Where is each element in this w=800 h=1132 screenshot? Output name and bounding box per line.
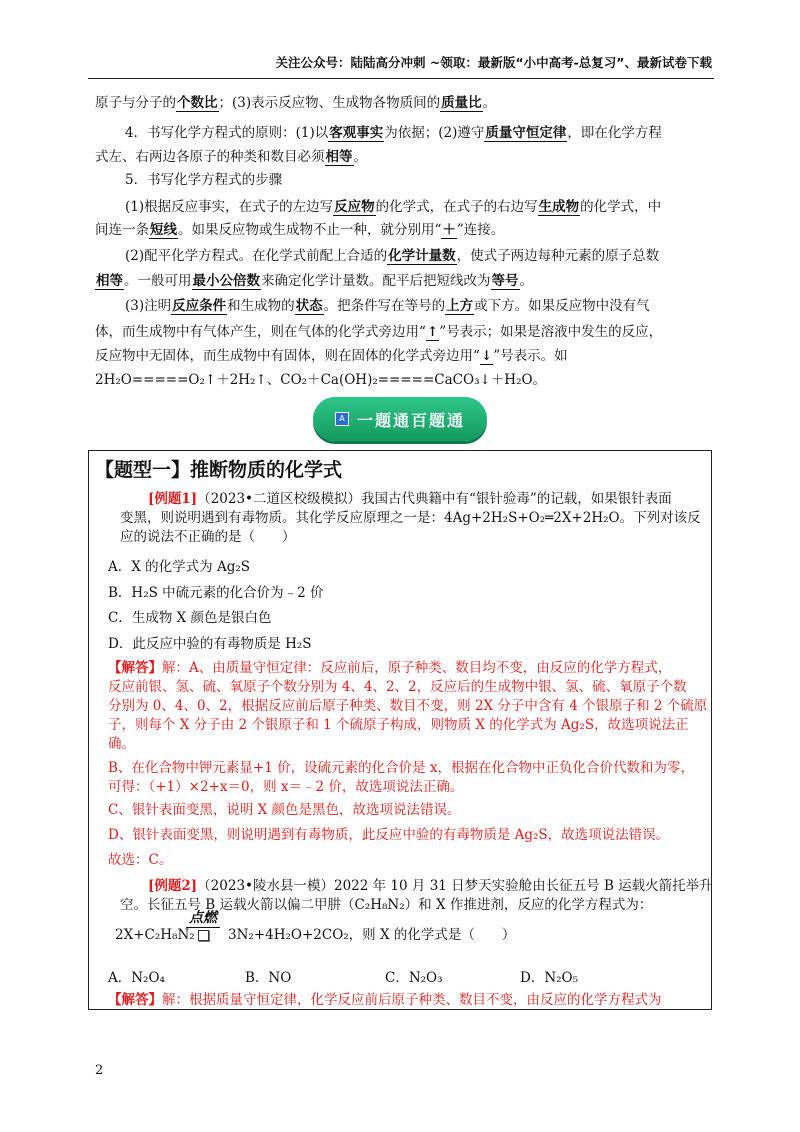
ex1-option-b[interactable]: B．H₂S 中硫元素的化合价为﹣2 价 [108, 585, 324, 601]
ans1-line-5: 确。 [108, 736, 135, 752]
blank-12: 最小公倍数 [192, 273, 260, 289]
blank-13: 等号 [491, 273, 519, 289]
blank-15: 状态 [295, 298, 323, 314]
blank-17: ↑ [426, 324, 439, 340]
blank-2: 质量比 [441, 95, 482, 111]
blank-6: 反应物 [334, 199, 375, 215]
blank-9: ＋ [442, 222, 456, 238]
topic-banner [313, 397, 487, 441]
ex1-line-2: 变黑，则说明遇到有毒物质。其化学反应原理之一是：4Ag+2H₂S+O₂═2X+2H₂O。下列对该反 [120, 510, 701, 526]
intro-line-6: 间连一条短线。如果反应物或生成物不止一种，就分别用“＋”连接。 [95, 222, 505, 238]
ex2-eq-left: 2X+C₂H₈N₂ [115, 927, 195, 943]
intro-line-9: (3)注明反应条件和生成物的状态。把条件写在等号的上方或下方。如果反应物中没有气 [125, 298, 650, 314]
book-icon: A [335, 412, 349, 426]
blank-11: 相等 [96, 273, 123, 289]
ans2-label: 【解答】 [108, 992, 162, 1008]
intro-line-2: 4．书写化学方程式的原则：(1)以客观事实为依据；(2)遵守质量守恒定律，即在化学方程 [125, 125, 662, 141]
intro-line-7: (2)配平化学方程式。在化学式前配上合适的化学计量数，使式子两边每种元素的原子总数 [125, 248, 660, 264]
ans1-line-4: 子，则每个 X 分子由 2 个银原子和 1 个硫原子构成，则物质 X 的化学式为 Ag₂S，故选项说法正 [108, 717, 689, 733]
blank-4: 质量守恒定律 [485, 125, 567, 141]
ex2-option-b[interactable]: B．NO [245, 970, 292, 986]
ans1-label: 【解答】 [108, 660, 162, 676]
ex1-option-d[interactable]: D．此反应中验的有毒物质是 H₂S [108, 636, 312, 652]
condition-box-icon [198, 930, 209, 941]
ans1-line-7: 可得：（+1）×2+x＝0，则 x＝﹣2 价，故选项说法正确。 [108, 779, 464, 795]
blank-8: 短线 [150, 222, 177, 238]
intro-line-3: 式左、右两边各原子的种类和数目必须相等。 [95, 149, 367, 165]
page-number: 2 [95, 1063, 104, 1078]
ex1-label: [例题1] [148, 491, 198, 507]
reaction-condition: 点燃 [186, 910, 220, 941]
ex1-option-a[interactable]: A．X 的化学式为 Ag₂S [108, 559, 250, 575]
banner-text: 一题通百题通 [356, 410, 465, 430]
ans2-line-1: 【解答】解：根据质量守恒定律，化学反应前后原子种类、数目不变，由反应的化学方程式为 [108, 992, 662, 1008]
ans1-line-6: B、在化合物中钾元素显+1 价，设硫元素的化合价是 x，根据在化合物中正负化合价代数和为零， [108, 760, 695, 776]
blank-3: 客观事实 [329, 125, 384, 141]
page-header: 关注公众号：陆陆高分冲刺 ~领取：最新版“小中高考-总复习”、最新试卷下载 [275, 55, 712, 70]
ans1-line-3: 分别为 0、4、0、2，根据反应前后原子种类、数目不变，则 2X 分子中含有 4 个银原子和 2 个硫原 [108, 698, 708, 714]
intro-line-8: 相等。一般可用最小公倍数来确定化学计量数。配平后把短线改为等号。 [96, 273, 533, 289]
blank-14: 反应条件 [172, 298, 227, 314]
ex2-option-d[interactable]: D．N₂O₅ [520, 970, 579, 986]
ex2-line-2: 空。长征五号 B 运载火箭以偏二甲肼（C₂H₈N₂）和 X 作推进剂，反应的化学方程式为： [120, 897, 653, 913]
ans1-line-10: 故选：C。 [108, 852, 173, 868]
ex2-eq-right: 3N₂+4H₂O+2CO₂，则 X 的化学式是（ ） [228, 927, 516, 943]
ex2-option-c[interactable]: C．N₂O₃ [385, 970, 443, 986]
blank-18: ↓ [480, 348, 493, 364]
blank-16: 上方 [446, 298, 474, 314]
blank-7: 生成物 [538, 199, 580, 215]
ex1-option-c[interactable]: C．生成物 X 颜色是银白色 [108, 610, 272, 626]
ex2-label: [例题2] [148, 878, 198, 894]
intro-line-12: 2H₂O=====O₂↑＋2H₂↑、CO₂＋Ca(OH)₂=====CaCO₃↓＋H₂O。 [95, 372, 547, 388]
ex2-line-1: [例题2]（2023•陵水县一模）2022 年 10 月 31 日梦天实验舱由长征五号 B 运载火箭托举升 [148, 878, 713, 894]
header-rule [88, 78, 714, 79]
intro-line-11: 反应物中无固体，而生成物中有固体，则在固体的化学式旁边用“↓”号表示。如 [95, 348, 568, 364]
intro-line-10: 体，而生成物中有气体产生，则在气体的化学式旁边用“↑”号表示；如果是溶液中发生的反应， [95, 324, 663, 340]
intro-line-4: 5．书写化学方程式的步骤 [125, 172, 283, 188]
section-title: 【题型一】推断物质的化学式 [95, 459, 343, 481]
ans1-line-8: C、银针表面变黑，说明 X 颜色是黑色，故选项说法错误。 [108, 802, 461, 818]
intro-line-1: 原子与分子的个数比；(3)表示反应物、生成物各物质间的质量比。 [95, 95, 497, 111]
ans1-line-1: 【解答】解：A、由质量守恒定律：反应前后，原子种类、数目均不变，由反应的化学方程式， [108, 660, 672, 676]
ex1-line-3: 应的说法不正确的是（ ） [120, 529, 296, 545]
blank-5: 相等 [325, 149, 353, 165]
ex2-option-a[interactable]: A．N₂O₄ [108, 970, 165, 986]
blank-10: 化学计量数 [388, 248, 456, 264]
ex1-line-1: [例题1]（2023•二道区校级模拟）我国古代典籍中有“银针验毒”的记载，如果银针表面 [148, 491, 672, 507]
ans1-line-2: 反应前银、氢、硫、氧原子个数分别为 4、4、2、2，反应后的生成物中银、氢、硫、氧原子个数 [108, 679, 687, 695]
blank-1: 个数比 [177, 95, 218, 111]
intro-line-5: (1)根据反应事实，在式子的左边写反应物的化学式，在式子的右边写生成物的化学式，中 [125, 199, 662, 215]
ans1-line-9: D、银针表面变黑，则说明遇到有毒物质，此反应中验的有毒物质是 Ag₂S，故选项说法错误。 [108, 827, 670, 843]
